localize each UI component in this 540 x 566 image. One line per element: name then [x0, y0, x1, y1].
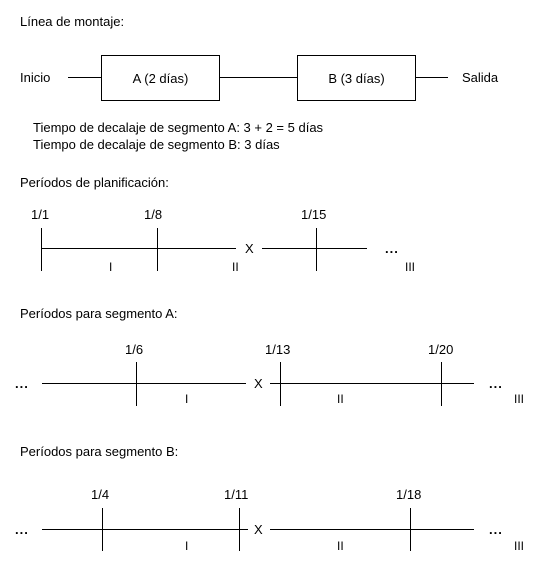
planning-tick-1: [41, 228, 42, 271]
segment-b-axis-left: [42, 529, 248, 530]
planning-tick-2: [157, 228, 158, 271]
planning-tick-3: [316, 228, 317, 271]
segment-a-heading: Períodos para segmento A:: [20, 306, 178, 321]
segment-b-ellipsis-right: ...: [489, 522, 503, 537]
planning-date-1: 1/1: [31, 207, 50, 222]
segment-a-ellipsis-left: ...: [15, 376, 29, 391]
segment-b-heading: Períodos para segmento B:: [20, 444, 179, 459]
segment-a-axis-left: [42, 383, 246, 384]
segment-b-date-3: 1/18: [396, 487, 422, 502]
segment-a-axis-right: [270, 383, 474, 384]
planning-ellipsis: ...: [385, 241, 399, 256]
planning-period-1: I: [109, 260, 113, 274]
segment-b-axis-right: [270, 529, 474, 530]
flow-connector-end: [416, 77, 448, 78]
segment-a-date-1: 1/6: [125, 342, 144, 357]
segment-b-date-2: 1/11: [224, 487, 249, 502]
segment-a-ellipsis-right: ...: [489, 376, 503, 391]
segment-a-box-label: A (2 días): [132, 70, 189, 86]
segment-b-break-mark: X: [254, 522, 263, 537]
lag-note-segment-b: Tiempo de decalaje de segmento B: 3 días: [33, 137, 280, 152]
segment-a-box: [101, 55, 220, 101]
segment-b-tick-1: [102, 508, 103, 551]
segment-a-break-mark: X: [254, 376, 263, 391]
segment-a-period-1: I: [185, 392, 189, 406]
segment-b-tick-3: [410, 508, 411, 551]
flow-end-label: Salida: [462, 70, 499, 85]
flow-start-label: Inicio: [20, 70, 51, 85]
segment-b-period-2: II: [337, 539, 344, 553]
flow-connector-start: [68, 77, 102, 78]
segment-b-box-label: B (3 días): [328, 70, 385, 86]
segment-a-period-2: II: [337, 392, 344, 406]
segment-a-tick-2: [280, 362, 281, 406]
planning-axis-left: [41, 248, 236, 249]
segment-a-tick-1: [136, 362, 137, 406]
segment-b-period-1: I: [185, 539, 189, 553]
planning-period-3: III: [405, 260, 416, 274]
flow-connector-middle: [220, 77, 298, 78]
segment-b-tick-2: [239, 508, 240, 551]
planning-axis-right: [262, 248, 367, 249]
planning-period-2: II: [232, 260, 239, 274]
segment-b-period-3: III: [514, 539, 525, 553]
segment-a-period-3: III: [514, 392, 525, 406]
segment-a-date-3: 1/20: [428, 342, 454, 357]
segment-a-tick-3: [441, 362, 442, 406]
planning-date-2: 1/8: [144, 207, 163, 222]
segment-b-ellipsis-left: ...: [15, 522, 29, 537]
lag-note-segment-a: Tiempo de decalaje de segmento A: 3 + 2 = 5 días: [33, 120, 324, 135]
segment-b-box: [297, 55, 416, 101]
segment-a-date-2: 1/13: [265, 342, 291, 357]
planning-break-mark: X: [245, 241, 254, 256]
diagram-title: Línea de montaje:: [20, 14, 125, 29]
planning-date-3: 1/15: [301, 207, 327, 222]
segment-b-date-1: 1/4: [91, 487, 110, 502]
planning-heading: Períodos de planificación:: [20, 175, 169, 190]
